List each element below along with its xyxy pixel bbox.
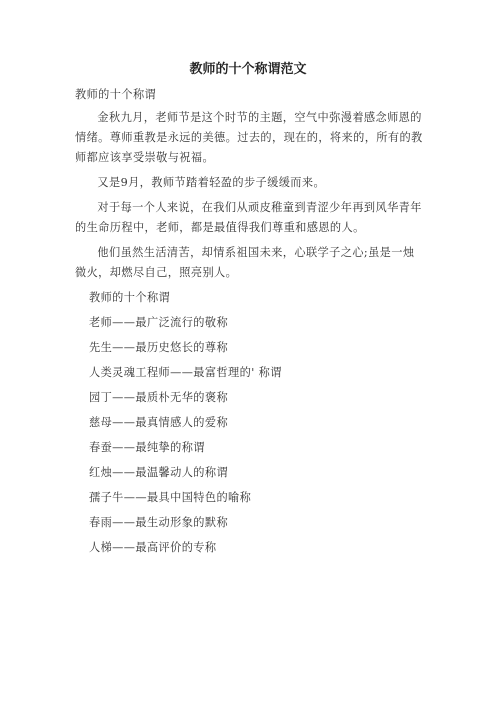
paragraph: 对于每一个人来说，在我们从顽皮稚童到青涩少年再到风华青年的生命历程中，老师，都是最值得我们尊重和感恩的人。 bbox=[75, 201, 422, 234]
paragraph: 他们虽然生活清苦，却情系祖国未来，心联学子之心;虽是一烛微火，却燃尽自己，照亮别人。 bbox=[75, 246, 415, 279]
list-heading: 教师的十个称谓 bbox=[89, 291, 171, 304]
list-item: 先生——最历史悠长的尊称 bbox=[89, 341, 229, 354]
list-item: 孺子牛——最具中国特色的喻称 bbox=[89, 491, 252, 504]
list-item: 红烛——最温馨动人的称谓 bbox=[89, 466, 229, 479]
list-item: 慈母——最真情感人的爱称 bbox=[89, 416, 229, 429]
paragraph: 又是9月，教师节踏着轻盈的步子缓缓而来。 bbox=[97, 176, 326, 189]
list-item: 老师——最广泛流行的敬称 bbox=[89, 316, 229, 329]
document-title: 教师的十个称谓范文 bbox=[189, 62, 307, 77]
list-item: 人类灵魂工程师——最富哲理的' 称谓 bbox=[89, 366, 282, 379]
list-item: 园丁——最质朴无华的褒称 bbox=[89, 391, 229, 404]
list-item: 春雨——最生动形象的默称 bbox=[89, 516, 229, 529]
paragraph: 金秋九月，老师节是这个时节的主题，空气中弥漫着感念师恩的情绪。尊师重教是永远的美德。过去的，现在的，将来的，所有的教师都应该享受崇敬与祝福。 bbox=[75, 111, 423, 164]
document-body bbox=[75, 85, 425, 563]
list-item: 春蚕——最纯挚的称谓 bbox=[89, 441, 205, 454]
subtitle-line: 教师的十个称谓 bbox=[75, 88, 157, 101]
list-item: 人梯——最高评价的专称 bbox=[89, 541, 217, 554]
